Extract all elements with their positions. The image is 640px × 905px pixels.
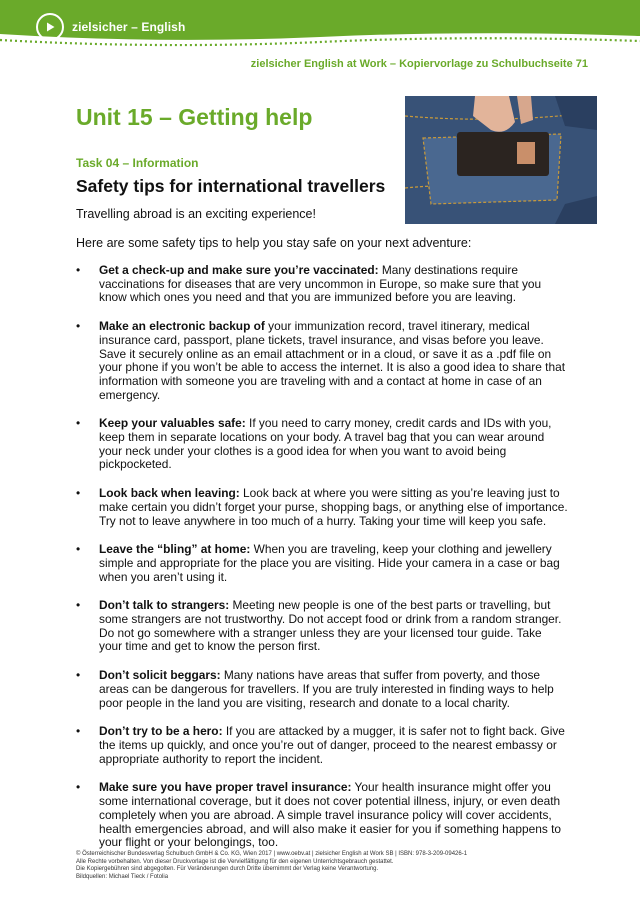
tip-heading: Make sure you have proper travel insurance:	[99, 780, 352, 795]
tip-text: Many nations have areas that suffer from poverty, and those areas can be dangerous for travellers. If you are truly interested in finding ways to help poor people in the land you are visiting, research and donate to a local charity.	[99, 668, 554, 710]
bullet-icon: •	[76, 486, 81, 501]
intro-line-1: Travelling abroad is an exciting experience!	[76, 207, 316, 221]
pickpocket-photo	[405, 96, 597, 224]
intro-line-2: Here are some safety tips to help you stay safe on your next adventure:	[76, 236, 472, 250]
bullet-icon: •	[76, 263, 81, 277]
tip-bling	[76, 543, 568, 584]
tip-heading: Look back when leaving:	[99, 486, 240, 501]
tip-text: If you are attacked by a mugger, it is safer not to fight back. Give the items up quickly, and once you’re out of danger, proceed to the nearest embassy or appropriate authority to report the incident.	[99, 724, 565, 766]
tip-look-back	[76, 487, 568, 528]
tip-text: Look back at where you were sitting as you’re leaving just to make certain you didn’t forget your purse, shopping bags, or anything else of importance. Try not to leave anywhere in too much of a hurry. Taking your time will keep you safe.	[99, 486, 568, 528]
tip-heading: Make an electronic backup of	[99, 319, 265, 334]
tip-heading: Don’t try to be a hero:	[99, 724, 223, 739]
brand	[36, 12, 185, 42]
tip-beggars	[76, 669, 568, 710]
safety-tips-list	[76, 264, 568, 865]
tip-text: If you need to carry money, credit cards and IDs with you, keep them in separate locations on your body. A travel bag that you can wear around your neck under your clothes is a good idea for when you want to avoid being pickpocketed.	[99, 416, 552, 472]
footer-rights: Alle Rechte vorbehalten. Von dieser Druckvorlage ist die Vervielfältigung für den eigenen Unterrichtsgebrauch gestattet.	[76, 858, 394, 865]
bullet-icon: •	[76, 668, 81, 683]
tip-text: Your health insurance might offer you some international coverage, but it does not cover potential illness, injury, or even death completely when you are abroad. A simple travel insurance policy will cover accidents, health emergencies abroad, and will also make it easier for you if something happens to your flight or your belongings, too.	[99, 780, 562, 850]
unit-title: Unit 15 – Getting help	[76, 104, 313, 130]
tip-text: Many destinations require vaccinations for diseases that are very uncommon in Europe, so make sure that you know which ones you need and that you are immunized before you are leaving.	[99, 263, 542, 305]
task-label: Task 04 – Information	[76, 156, 199, 170]
tip-heading: Get a check-up and make sure you’re vaccinated:	[99, 263, 379, 277]
tip-valuables	[76, 417, 568, 472]
footer-image-credits: Bildquellen: Michael Tieck / Fotolia	[76, 873, 169, 880]
brand-name: zielsicher – English	[72, 20, 186, 34]
tip-text: Meeting new people is one of the best parts or travelling, but some strangers are not trustworthy. Do not accept food or drink from a random stranger. Do not go somewhere with a stranger unless they are your licensed tour guide. Take your time and get to know the person first.	[99, 598, 562, 654]
bullet-icon: •	[76, 542, 81, 557]
footer	[76, 851, 596, 881]
tip-text: When you are traveling, keep your clothing and jewellery simple and appropriate for the place you are visiting. Hide your camera in a case or bag when you aren’t using it.	[99, 542, 560, 584]
tip-heading: Don’t solicit beggars:	[99, 668, 221, 683]
tip-heading: Leave the “bling” at home:	[99, 542, 251, 557]
bullet-icon: •	[76, 319, 81, 334]
tip-hero	[76, 725, 568, 766]
tip-heading: Keep your valuables safe:	[99, 416, 246, 431]
tip-insurance	[76, 781, 568, 850]
tip-heading: Don’t talk to strangers:	[99, 598, 230, 613]
tip-vaccination	[76, 264, 568, 305]
bullet-icon: •	[76, 724, 81, 739]
play-triangle-icon	[36, 13, 64, 41]
tip-text: your immunization record, travel itinerary, medical insurance card, passport, plane tickets, travel insurance, and visas before you leave. Save it securely online as an email attachment or in a cloud, or save it as a .pdf file on your phone if you won’t be able to access the internet. It is also a good idea to share that information with someone you are traveling with and a contact at home in case of an emergency.	[99, 319, 566, 402]
tip-electronic-backup	[76, 320, 568, 402]
footer-fees: Die Kopiergebühren sind abgegolten. Für Veränderungen durch Dritte übernimmt der Verlag keine Verantwortung.	[76, 866, 379, 873]
bullet-icon: •	[76, 416, 81, 431]
bullet-icon: •	[76, 598, 81, 613]
bullet-icon: •	[76, 780, 81, 795]
document-title: Safety tips for international travellers	[76, 176, 386, 196]
footer-copyright: © Österreichischer Bundesverlag Schulbuch GmbH & Co. KG, Wien 2017 | www.oebv.at | zielsicher English at Work SB | ISBN: 978-3-209-09426-1	[76, 851, 468, 857]
running-title: zielsicher English at Work – Kopiervorlage zu Schulbuchseite 71	[250, 58, 588, 70]
tip-strangers	[76, 599, 568, 654]
